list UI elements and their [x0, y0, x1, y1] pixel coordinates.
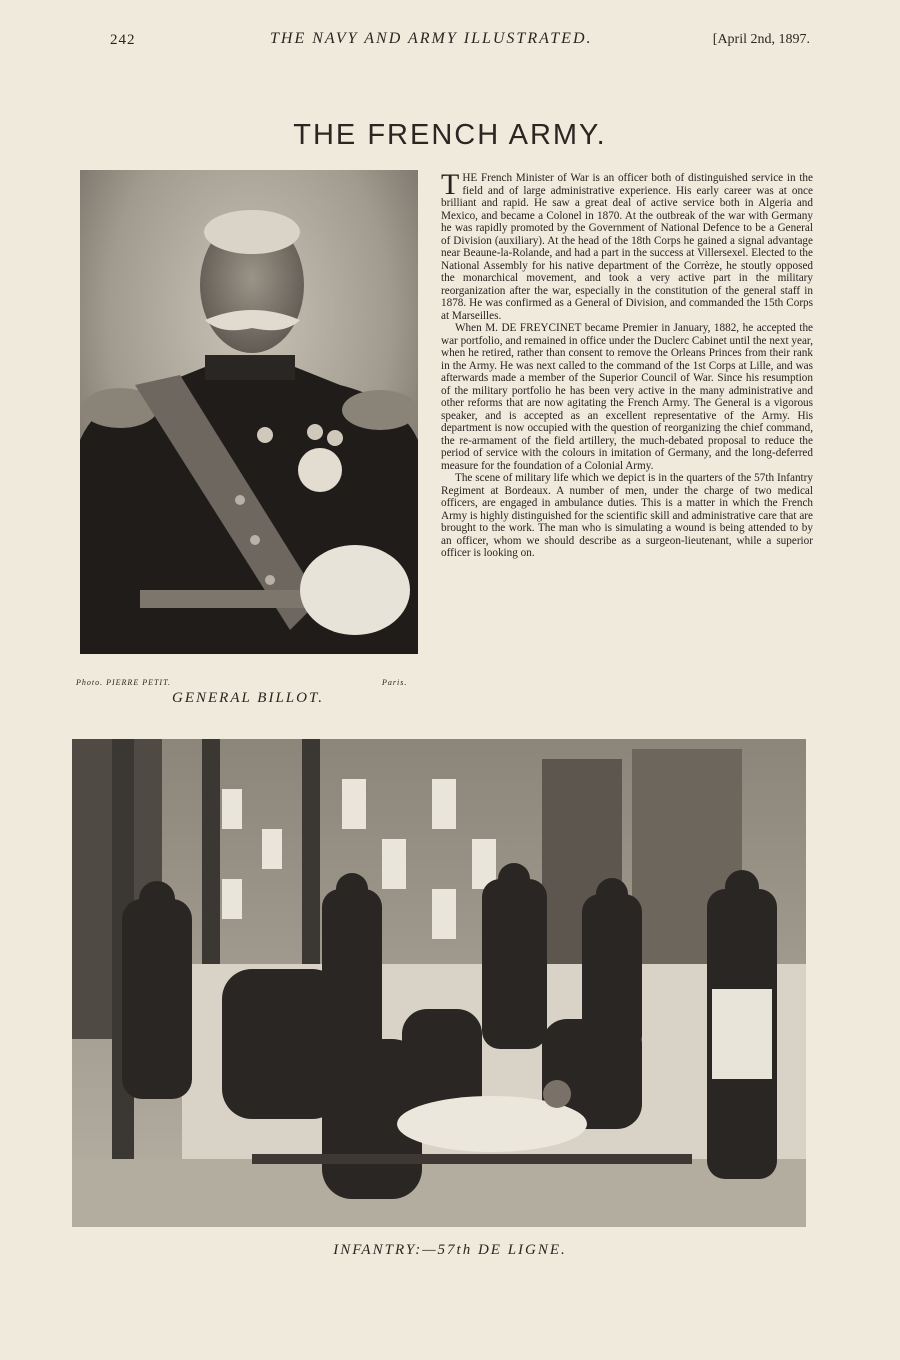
article-title: THE FRENCH ARMY.: [293, 119, 607, 152]
general-portrait-image: [80, 170, 418, 654]
photo-credit: Photo. PIERRE PETIT.: [76, 678, 171, 687]
running-header: [110, 30, 810, 52]
portrait-photo: [80, 170, 418, 654]
group-photo: [72, 739, 806, 1227]
drop-cap: T: [441, 168, 460, 201]
group-photo-caption: INFANTRY:—57th DE LIGNE.: [333, 1242, 567, 1258]
article-paragraph: The scene of military life which we depict is in the quarters of the 57th Infantry Regiment at Bordeaux. A number of men, under the charge of two medical officers, are engaged in ambulance duties. This is a matter in which the French Army is highly distinguished for the scientific skill and administrative care that are brought to the work. The man who is simulating a wound is being attended to by an officer, whom we should describe as a surgeon-lieutenant, while a superior officer is looking on.: [441, 472, 813, 559]
photo-credit-city: Paris.: [382, 678, 408, 687]
issue-date: [April 2nd, 1897.: [712, 32, 810, 47]
article-body: [441, 168, 813, 560]
magazine-title: THE NAVY AND ARMY ILLUSTRATED.: [270, 30, 593, 47]
article-paragraph: When M. DE FREYCINET became Premier in January, 1882, he accepted the war portfolio, and remained in office under the Duclerc Cabinet until the next year, when he retired, rather than consent to remove the Orleans Princes from their rank in the Army. He was next called to the command of the 1st Corps at Lille, and was afterwards made a member of the Superior Council of War. Since his resumption of the military portfolio he has been very active in the many administrative and other reforms that are now agitating the French Army. The General is a vigorous speaker, and is accepted as an excellent representative of the Army. His department is now occupied with the question of reorganizing the chief command, the re-armament of the field artillery, the much-debated proposal to reduce the period of service with the colours in imitation of Germany, and the long-deferred measure for the foundation of a Colonial Army.: [441, 322, 813, 472]
page-number: 242: [110, 32, 136, 48]
article-paragraph: [441, 168, 813, 322]
paragraph-text: HE French Minister of War is an officer both of distinguished service in the field and of large administrative experience. His early career was at once brilliant and rapid. He saw a great deal of active service both in Algeria and Mexico, and became a Colonel in 1870. At the outbreak of the war with Germany he was rapidly promoted by the Government of National Defence to be a General of Division (auxiliary). At the head of the 18th Corps he gained a signal advantage near Beaune-la-Rolande, and had a part in the success at Villersexel. Elected to the National Assembly for his native department of the Corrèze, he stoutly opposed the monarchical movement, and took a very active part in the military reorganization after the war, especially in the constitution of the general staff in 1878. He was confirmed as a General of Division, and commanded the 15th Corps at Marseilles.: [441, 172, 813, 322]
infantry-ambulance-image: [72, 739, 806, 1227]
portrait-caption: GENERAL BILLOT.: [172, 690, 324, 706]
